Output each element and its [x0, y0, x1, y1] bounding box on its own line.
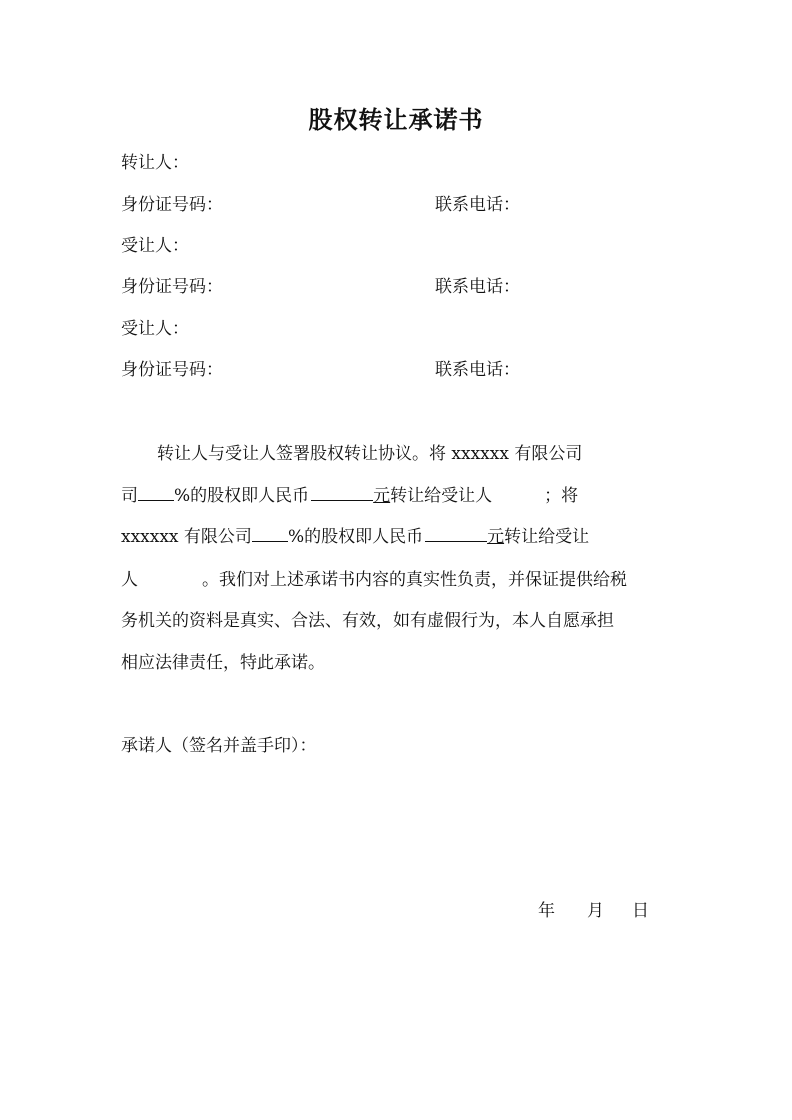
- transferee2-phone-label: 联系电话：: [435, 360, 520, 380]
- share-percent-blank-1: [138, 482, 174, 501]
- body-line-3-d: 转让给受让: [504, 527, 590, 547]
- body-line-1: 转让人与受让人签署股权转让协议。将 xxxxxx 有限公司: [157, 444, 583, 464]
- amount-blank-2: [425, 523, 487, 542]
- transferee1-label: 受让人：: [121, 236, 189, 256]
- body-line-2-a: 司: [121, 486, 138, 506]
- amount-blank-1: [311, 482, 373, 501]
- body-line-2-d: 转让给受让人: [390, 486, 493, 506]
- transferee2-id-label: 身份证号码：: [121, 360, 223, 380]
- body-line-2-b: %的股权即人民币: [174, 486, 310, 506]
- body-line-2-c: 元: [373, 486, 391, 506]
- signature-label: 承诺人（签名并盖手印）：: [121, 736, 317, 756]
- body-line-6: 相应法律责任，特此承诺。: [121, 653, 325, 673]
- date-day: 日: [632, 901, 649, 921]
- body-line-3: [121, 522, 681, 547]
- date-year: 年: [538, 901, 555, 921]
- date-month: 月: [587, 901, 604, 921]
- body-line-2: [121, 481, 681, 506]
- transferor-label: 转让人：: [121, 153, 189, 173]
- transferor-phone-label: 联系电话：: [435, 195, 520, 215]
- body-line-3-a: xxxxxx 有限公司: [121, 527, 252, 547]
- body-line-3-c: 元: [487, 527, 505, 547]
- body-line-2-e: ；将: [544, 486, 579, 506]
- body-line-5: 务机关的资料是真实、合法、有效，如有虚假行为，本人自愿承担: [121, 611, 614, 631]
- body-line-4-a: 人: [121, 570, 138, 590]
- transferee1-id-label: 身份证号码：: [121, 277, 223, 297]
- share-percent-blank-2: [252, 523, 288, 542]
- body-line-3-b: %的股权即人民币: [287, 527, 424, 547]
- transferor-id-label: 身份证号码：: [121, 195, 223, 215]
- body-line-4-b: 。我们对上述承诺书内容的真实性负责，并保证提供给税: [202, 570, 627, 590]
- document-title: 股权转让承诺书: [308, 105, 484, 134]
- transferee2-label: 受让人：: [121, 319, 189, 339]
- date-line: [538, 896, 649, 921]
- transferee1-phone-label: 联系电话：: [435, 277, 520, 297]
- body-line-4: [121, 565, 681, 590]
